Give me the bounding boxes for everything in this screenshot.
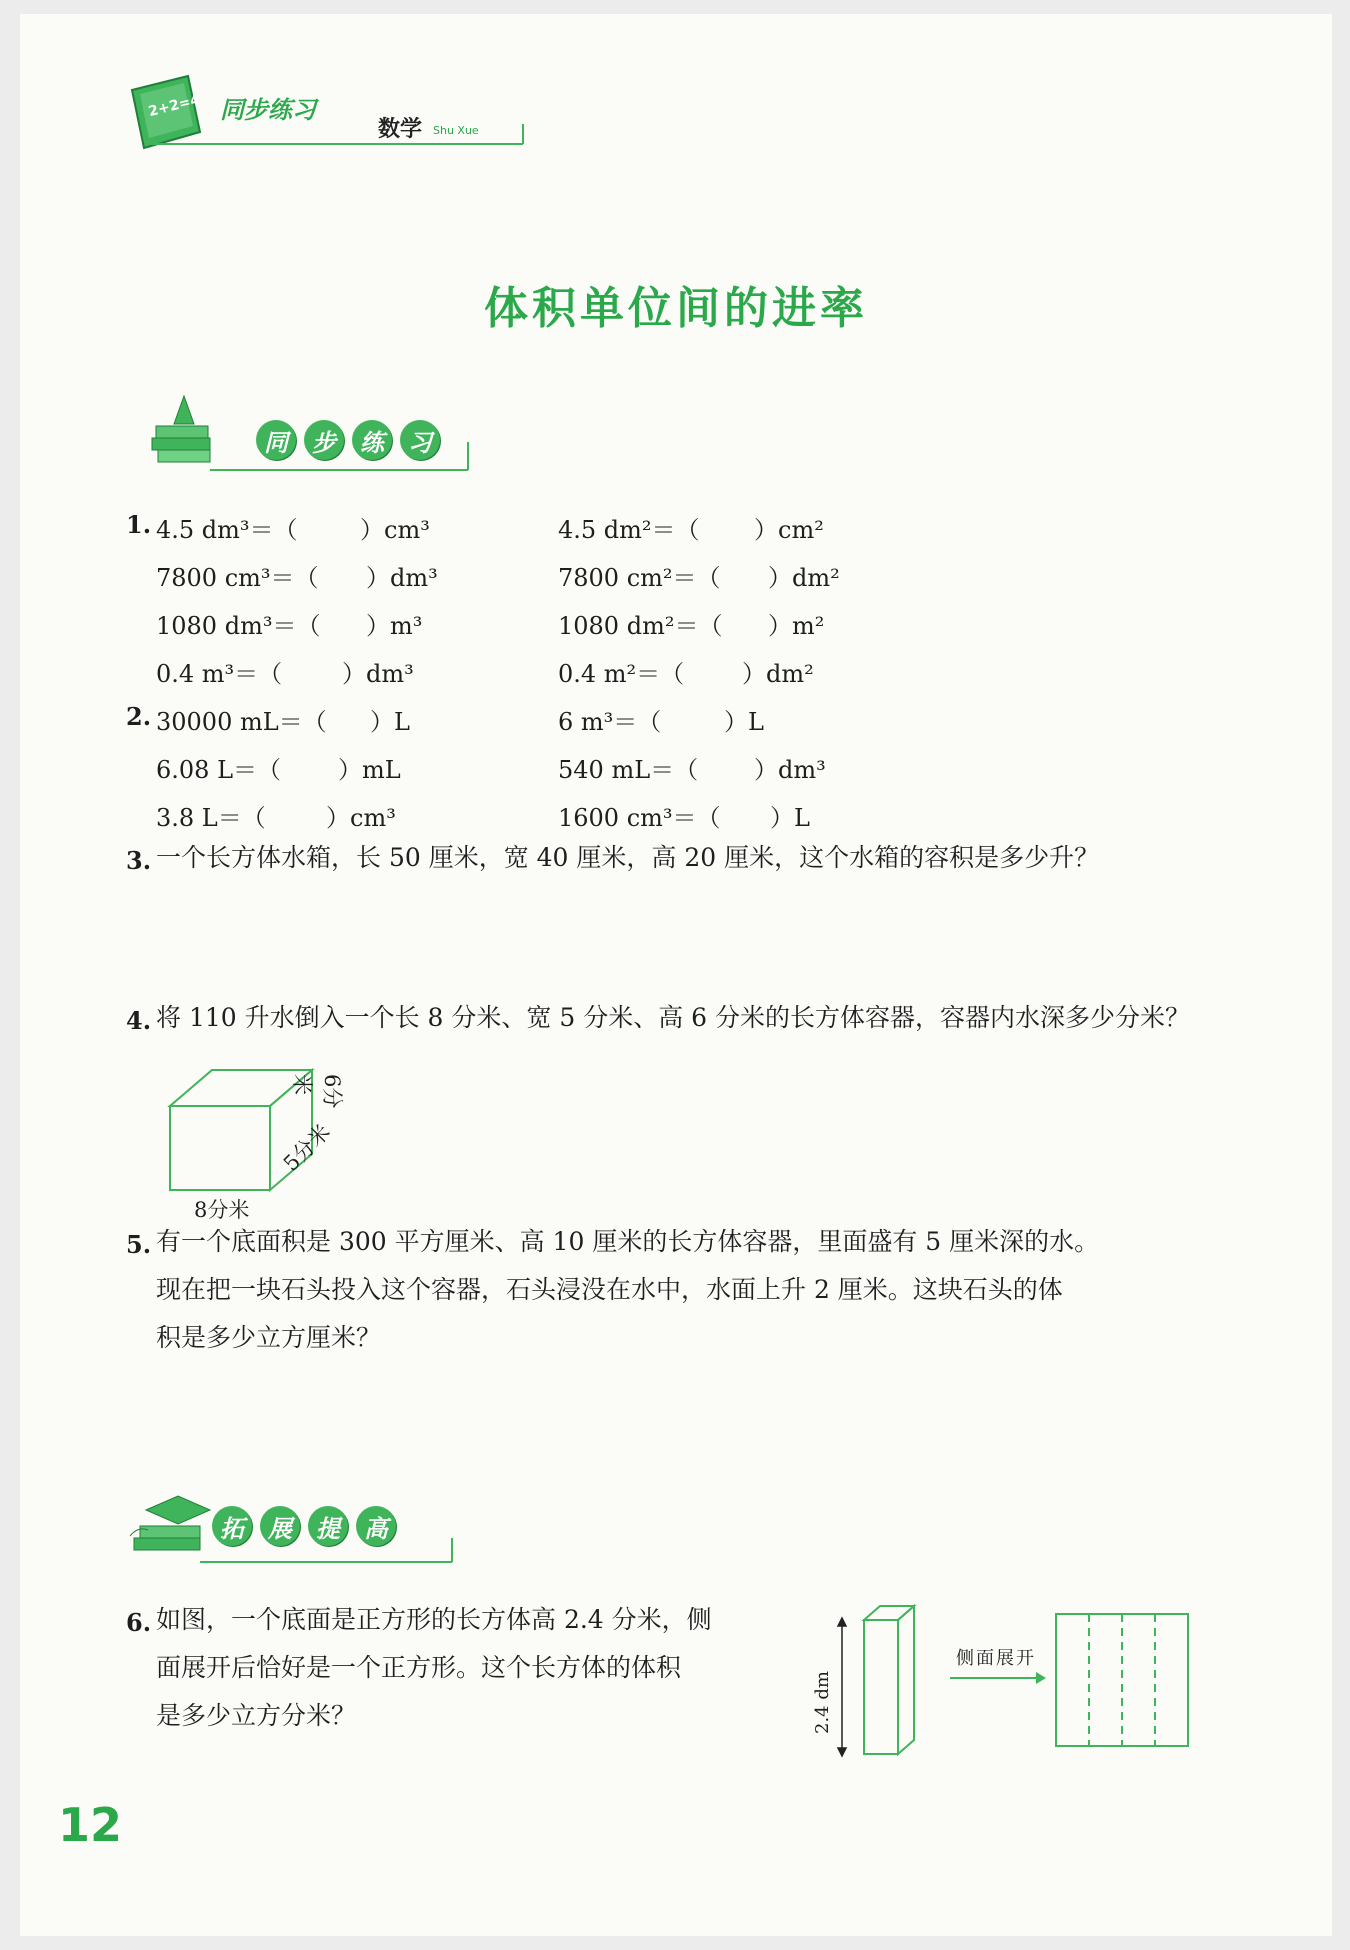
q2-right-expr: 540 mL＝（	[558, 756, 699, 784]
q1-right-expr: 1080 dm²＝（	[558, 612, 723, 640]
q2-right-unit: ）dm³	[754, 756, 826, 784]
question-number: 2.	[126, 702, 152, 731]
extend-char: 高	[356, 1506, 396, 1546]
q1-right-unit: ）m²	[768, 612, 825, 640]
q1-left-expr: 4.5 dm³＝（	[156, 516, 298, 544]
extend-char: 提	[308, 1506, 348, 1546]
board-text: 2+2=4	[146, 91, 202, 121]
question-number: 3.	[126, 846, 152, 875]
q2-right-expr: 6 m³＝（	[558, 708, 662, 736]
q2-left-unit: ）mL	[338, 756, 401, 784]
q5-line: 积是多少立方厘米？	[156, 1323, 382, 1352]
q2-left-expr: 30000 mL＝（	[156, 708, 327, 736]
extend-char: 拓	[212, 1506, 252, 1546]
extend-char: 展	[260, 1506, 300, 1546]
unfold-figure	[810, 1594, 1220, 1764]
q1-left-unit: ）m³	[366, 612, 423, 640]
q6-line: 如图，一个底面是正方形的长方体高 2.4 分米，侧	[156, 1605, 712, 1634]
workbook-page	[20, 14, 1332, 1936]
q1-left-expr: 0.4 m³＝（	[156, 660, 283, 688]
subject-name: 数学	[378, 117, 423, 142]
subject-pinyin: Shu Xue	[433, 124, 479, 137]
q1-right-unit: ）cm²	[754, 516, 824, 544]
q1-right-unit: ）dm²	[742, 660, 814, 688]
practice-char: 练	[352, 420, 392, 460]
q1-right-unit: ）dm²	[768, 564, 840, 592]
height-dim-label: 2.4 dm	[812, 1671, 833, 1734]
q2-left-unit: ）L	[370, 708, 410, 736]
q2-left-expr: 6.08 L＝（	[156, 756, 282, 784]
q2-left-unit: ）cm³	[326, 804, 396, 832]
cuboid-figure	[160, 1054, 400, 1224]
q1-right-expr: 0.4 m²＝（	[558, 660, 685, 688]
section-extend-header	[128, 1478, 458, 1572]
q1-right-expr: 7800 cm²＝（	[558, 564, 721, 592]
practice-char: 同	[256, 420, 296, 460]
series-name: 同步练习	[220, 96, 316, 124]
question-number: 4.	[126, 1006, 152, 1035]
prism-unfold-diagram	[810, 1594, 1220, 1764]
q1-left-expr: 1080 dm³＝（	[156, 612, 321, 640]
q3-text: 一个长方体水箱，长 50 厘米，宽 40 厘米，高 20 厘米，这个水箱的容积是多少升？	[156, 843, 1100, 872]
q6-line: 是多少立方分米？	[156, 1701, 357, 1730]
unfold-arrow-label: 侧面展开	[956, 1648, 1036, 1669]
q5-line: 现在把一块石头投入这个容器，石头浸没在水中，水面上升 2 厘米。这块石头的体	[156, 1275, 1063, 1304]
q6-line: 面展开后恰好是一个正方形。这个长方体的体积	[156, 1653, 682, 1682]
page-title: 体积单位间的进率	[484, 283, 868, 334]
q1-left-unit: ）cm³	[360, 516, 430, 544]
practice-char: 习	[400, 420, 440, 460]
q5-line: 有一个底面积是 300 平方厘米、高 10 厘米的长方体容器，里面盛有 5 厘米深的水。	[156, 1227, 1100, 1256]
practice-char: 步	[304, 420, 344, 460]
q2-right-expr: 1600 cm³＝（	[558, 804, 721, 832]
question-number: 6.	[126, 1608, 152, 1637]
q1-right-expr: 4.5 dm²＝（	[558, 516, 700, 544]
header-logo	[128, 64, 528, 154]
page-number: 12	[58, 1798, 123, 1852]
q2-left-expr: 3.8 L＝（	[156, 804, 266, 832]
q1-left-unit: ）dm³	[342, 660, 414, 688]
q4-text: 将 110 升水倒入一个长 8 分米、宽 5 分米、高 6 分米的长方体容器，容器内水深多少分米？	[156, 1003, 1191, 1032]
section-practice-header	[150, 384, 470, 474]
q2-right-unit: ）L	[724, 708, 764, 736]
length-label: 8分米	[194, 1198, 250, 1222]
height-label: 6分米	[290, 1074, 344, 1109]
q1-left-unit: ）dm³	[366, 564, 438, 592]
q1-left-expr: 7800 cm³＝（	[156, 564, 319, 592]
q2-right-unit: ）L	[770, 804, 810, 832]
question-number: 5.	[126, 1230, 152, 1259]
question-number: 1.	[126, 510, 152, 539]
width-label: 5分米	[278, 1119, 335, 1176]
